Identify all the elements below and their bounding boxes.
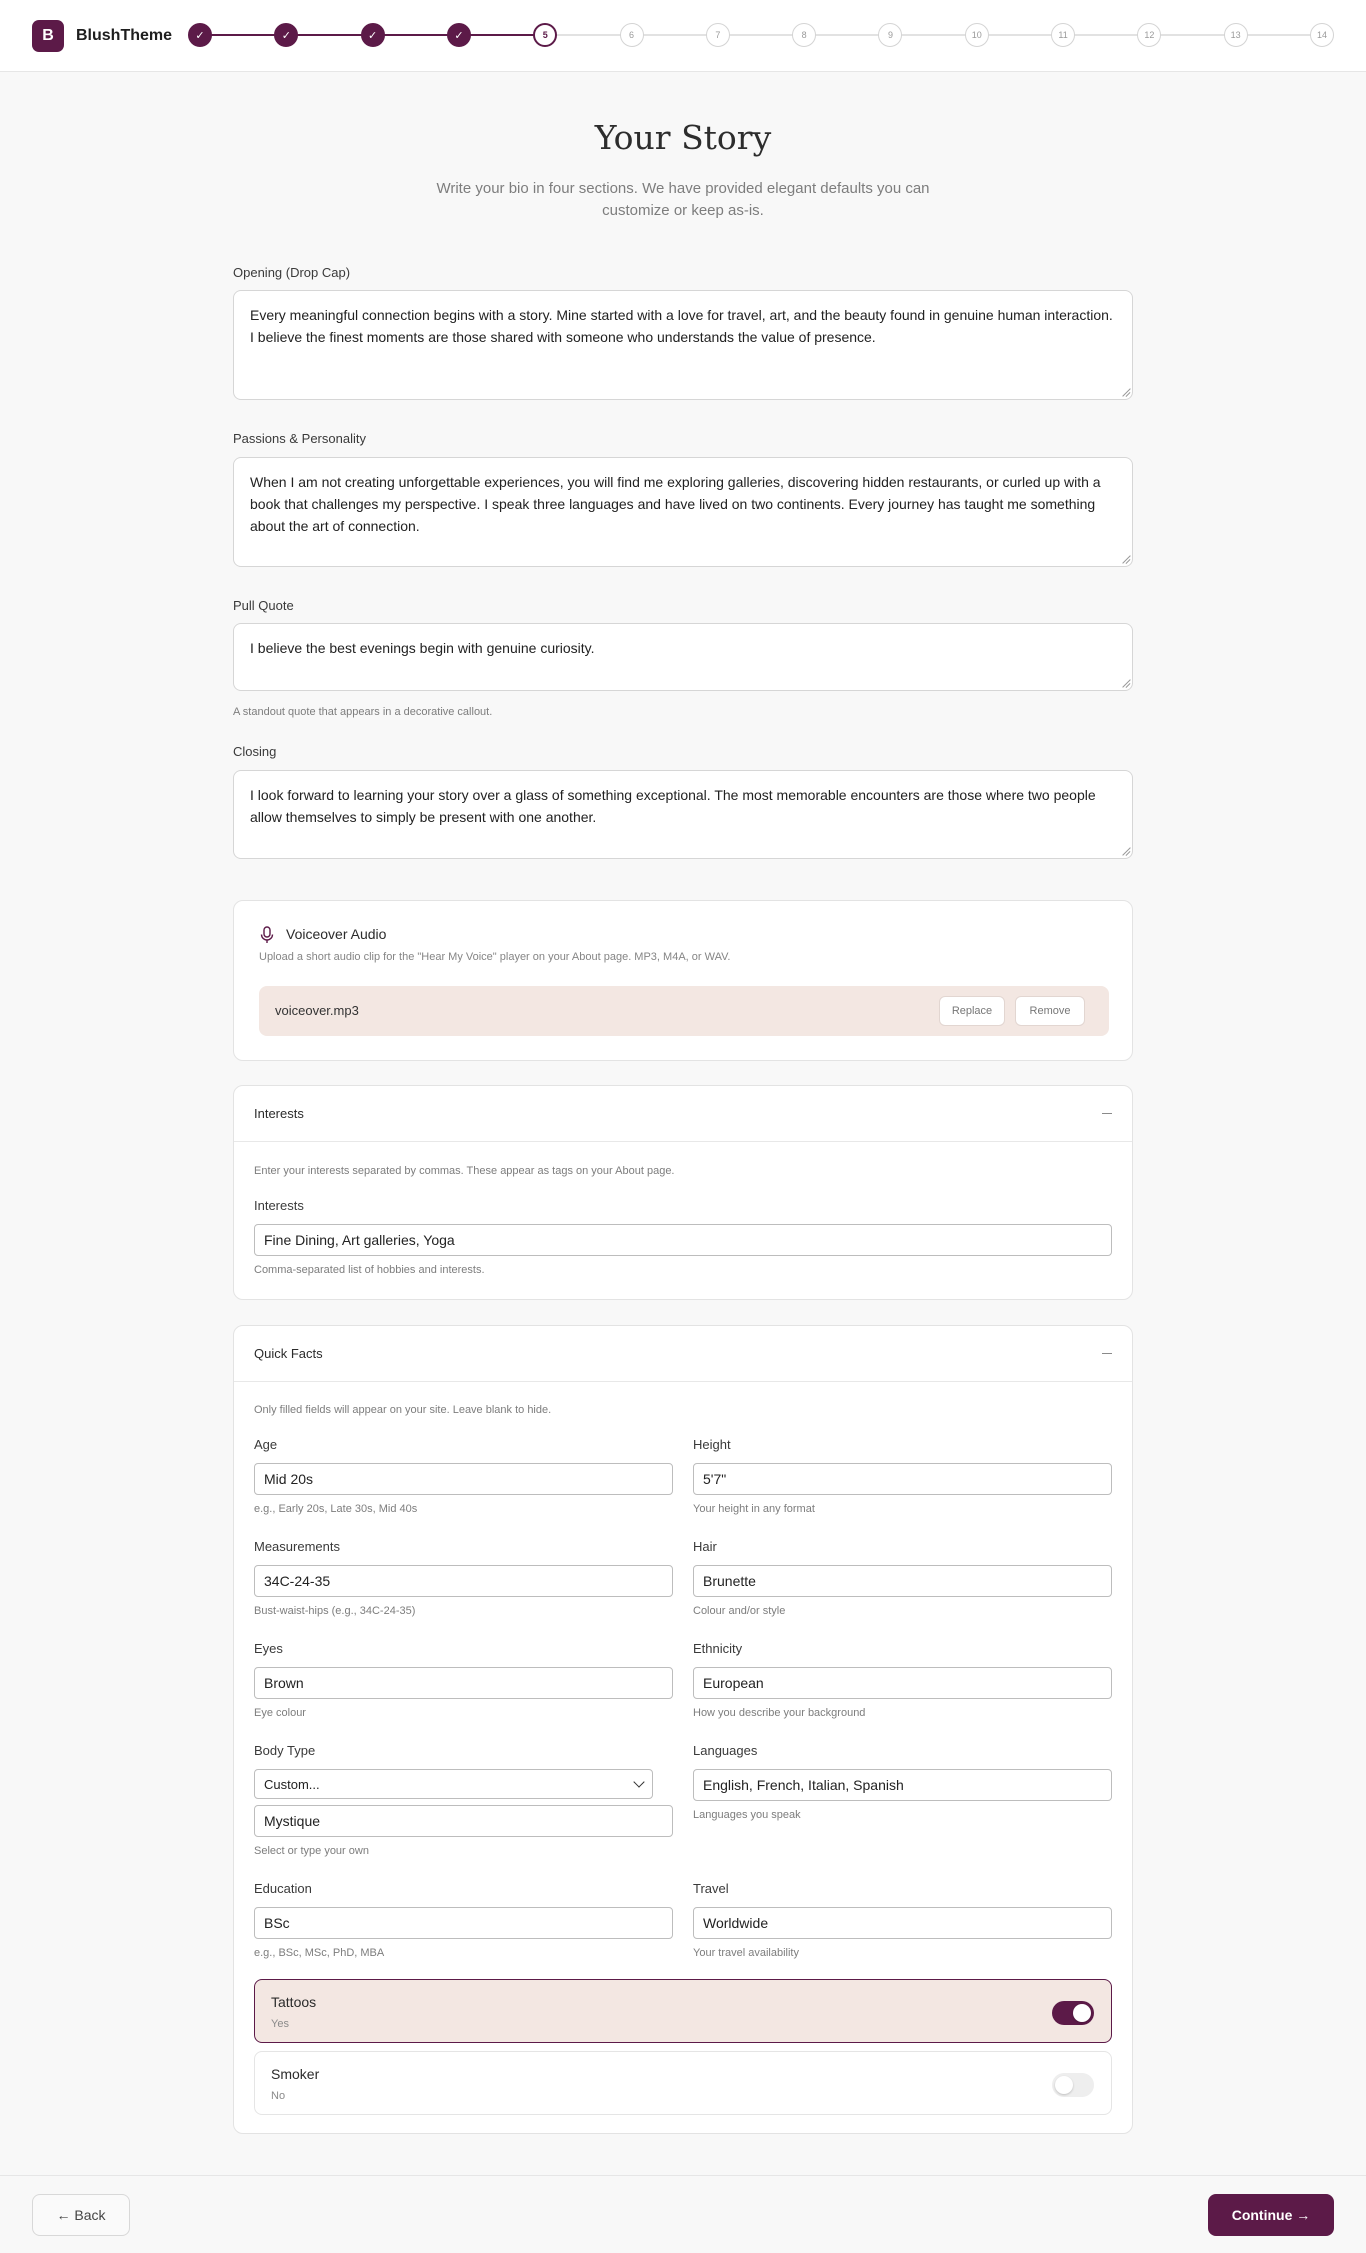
quick-facts-note: Only filled fields will appear on your site. Leave blank to hide.	[254, 1404, 552, 1416]
collapse-icon[interactable]	[1102, 1113, 1112, 1114]
eyes-help: Eye colour	[254, 1707, 306, 1719]
body-type-selected: Custom...	[264, 1776, 320, 1792]
step-14: 14	[1310, 23, 1334, 47]
hair-help: Colour and/or style	[693, 1605, 786, 1617]
step-12: 12	[1137, 23, 1161, 47]
microphone-icon	[260, 926, 274, 944]
stepper-connector	[545, 34, 631, 36]
resize-handle[interactable]	[1120, 387, 1130, 397]
voiceover-title: Voiceover Audio	[286, 926, 387, 942]
tattoos-label: Tattoos	[271, 1994, 317, 2010]
step-4[interactable]: ✓	[447, 23, 471, 47]
closing-label: Closing	[233, 744, 277, 759]
opening-label: Opening (Drop Cap)	[233, 265, 351, 280]
ethnicity-label: Ethnicity	[693, 1641, 743, 1656]
tattoos-switch[interactable]	[1052, 2001, 1094, 2025]
interests-input[interactable]: Fine Dining, Art galleries, Yoga	[254, 1224, 1112, 1256]
tattoos-state: Yes	[271, 2018, 289, 2030]
brand[interactable]	[32, 19, 172, 53]
pull-quote-label: Pull Quote	[233, 598, 294, 613]
resize-handle[interactable]	[1120, 678, 1130, 688]
smoker-label: Smoker	[271, 2066, 320, 2082]
switch-knob	[1073, 2004, 1091, 2022]
step-13: 13	[1224, 23, 1248, 47]
smoker-state: No	[271, 2090, 286, 2102]
passions-text: When I am not creating unforgettable experiences, you will find me exploring galleries, discovering hidden restaurants, or curled up with a book that challenges my perspective. I speak three languages and have lived on two continents. Every journey has taught me something about the art of connection.	[250, 474, 1101, 534]
age-input[interactable]: Mid 20s	[254, 1463, 673, 1495]
step-6: 6	[620, 23, 644, 47]
languages-help: Languages you speak	[693, 1809, 801, 1821]
measurements-input[interactable]: 34C-24-35	[254, 1565, 673, 1597]
interests-field-label: Interests	[254, 1198, 304, 1213]
quick-facts-header[interactable]	[234, 1326, 1132, 1382]
age-help: e.g., Early 20s, Late 30s, Mid 40s	[254, 1503, 418, 1515]
body-type-help: Select or type your own	[254, 1845, 369, 1857]
interests-section	[233, 1085, 1133, 1300]
remove-button[interactable]: Remove	[1015, 996, 1085, 1026]
back-button[interactable]: ← Back	[32, 2194, 130, 2236]
quick-facts-section	[233, 1325, 1133, 2134]
opening-textarea[interactable]	[233, 290, 1133, 400]
brand-name: BlushTheme	[76, 27, 173, 44]
hair-label: Hair	[693, 1539, 717, 1554]
quick-facts-title: Quick Facts	[254, 1346, 323, 1361]
height-help: Your height in any format	[693, 1503, 815, 1515]
step-11: 11	[1051, 23, 1075, 47]
pull-quote-text: I believe the best evenings begin with genuine curiosity.	[250, 640, 595, 656]
progress-stepper	[188, 23, 1334, 47]
body-type-label: Body Type	[254, 1743, 316, 1758]
measurements-label: Measurements	[254, 1539, 340, 1554]
top-bar	[0, 0, 1366, 72]
file-name: voiceover.mp3	[275, 1003, 359, 1018]
smoker-toggle-row[interactable]	[254, 2051, 1112, 2115]
height-label: Height	[693, 1437, 731, 1452]
switch-knob	[1055, 2076, 1073, 2094]
measurements-help: Bust-waist-hips (e.g., 34C-24-35)	[254, 1605, 416, 1617]
stepper-connector	[286, 34, 372, 36]
age-label: Age	[254, 1437, 278, 1452]
step-8: 8	[792, 23, 816, 47]
height-input[interactable]: 5'7"	[693, 1463, 1112, 1495]
body-type-custom-input[interactable]: Mystique	[254, 1805, 673, 1837]
passions-textarea[interactable]	[233, 457, 1133, 567]
stepper-connector	[373, 34, 459, 36]
smoker-switch[interactable]	[1052, 2073, 1094, 2097]
interests-header[interactable]	[234, 1086, 1132, 1142]
footer-bar	[0, 2175, 1366, 2253]
page-subtitle: Write your bio in four sections. We have provided elegant defaults you can customize or keep as-is.	[436, 180, 930, 219]
eyes-input[interactable]: Brown	[254, 1667, 673, 1699]
step-1[interactable]: ✓	[188, 23, 212, 47]
closing-text: I look forward to learning your story over a glass of something exceptional. The most memorable encounters are those where two people allow themselves to simply be present with one another.	[250, 787, 1096, 825]
education-help: e.g., BSc, MSc, PhD, MBA	[254, 1947, 385, 1959]
pull-quote-help: A standout quote that appears in a decorative callout.	[233, 706, 493, 718]
hair-input[interactable]: Brunette	[693, 1565, 1112, 1597]
step-10: 10	[965, 23, 989, 47]
step-5[interactable]: 5	[533, 23, 557, 47]
education-label: Education	[254, 1881, 312, 1896]
travel-label: Travel	[693, 1881, 729, 1896]
step-7: 7	[706, 23, 730, 47]
brand-logo: B	[32, 20, 64, 52]
step-3[interactable]: ✓	[361, 23, 385, 47]
step-9: 9	[878, 23, 902, 47]
languages-label: Languages	[693, 1743, 758, 1758]
interests-title: Interests	[254, 1106, 304, 1121]
replace-button[interactable]: Replace	[939, 996, 1005, 1026]
travel-help: Your travel availability	[693, 1947, 799, 1959]
interests-help: Comma-separated list of hobbies and interests.	[254, 1264, 485, 1276]
tattoos-toggle-row[interactable]	[254, 1979, 1112, 2043]
voiceover-card	[233, 900, 1133, 1061]
education-input[interactable]: BSc	[254, 1907, 673, 1939]
chevron-down-icon	[633, 1776, 644, 1787]
resize-handle[interactable]	[1120, 554, 1130, 564]
voiceover-description: Upload a short audio clip for the "Hear My Voice" player on your About page. MP3, M4A, or WAV.	[259, 951, 731, 963]
step-2[interactable]: ✓	[274, 23, 298, 47]
collapse-icon[interactable]	[1102, 1353, 1112, 1354]
pull-quote-textarea[interactable]	[233, 623, 1133, 691]
closing-textarea[interactable]	[233, 770, 1133, 859]
eyes-label: Eyes	[254, 1641, 283, 1656]
uploaded-file-bar	[259, 986, 1109, 1036]
passions-label: Passions & Personality	[233, 431, 366, 446]
ethnicity-input[interactable]: European	[693, 1667, 1112, 1699]
stepper-connector	[632, 34, 718, 36]
languages-input[interactable]: English, French, Italian, Spanish	[693, 1769, 1112, 1801]
stepper-connector	[890, 34, 976, 36]
body-type-select[interactable]	[254, 1769, 653, 1799]
ethnicity-help: How you describe your background	[693, 1707, 866, 1719]
travel-input[interactable]: Worldwide	[693, 1907, 1112, 1939]
continue-button[interactable]: Continue →	[1208, 2194, 1334, 2236]
resize-handle[interactable]	[1120, 846, 1130, 856]
stepper-connector	[1149, 34, 1235, 36]
interests-note: Enter your interests separated by commas. These appear as tags on your About page.	[254, 1165, 675, 1177]
page-title: Your Story	[594, 118, 772, 157]
opening-text: Every meaningful connection begins with a story. Mine started with a love for travel, art, and the beauty found in genuine human interaction. I believe the finest moments are those shared with someone who understands the value of presence.	[250, 307, 1113, 345]
